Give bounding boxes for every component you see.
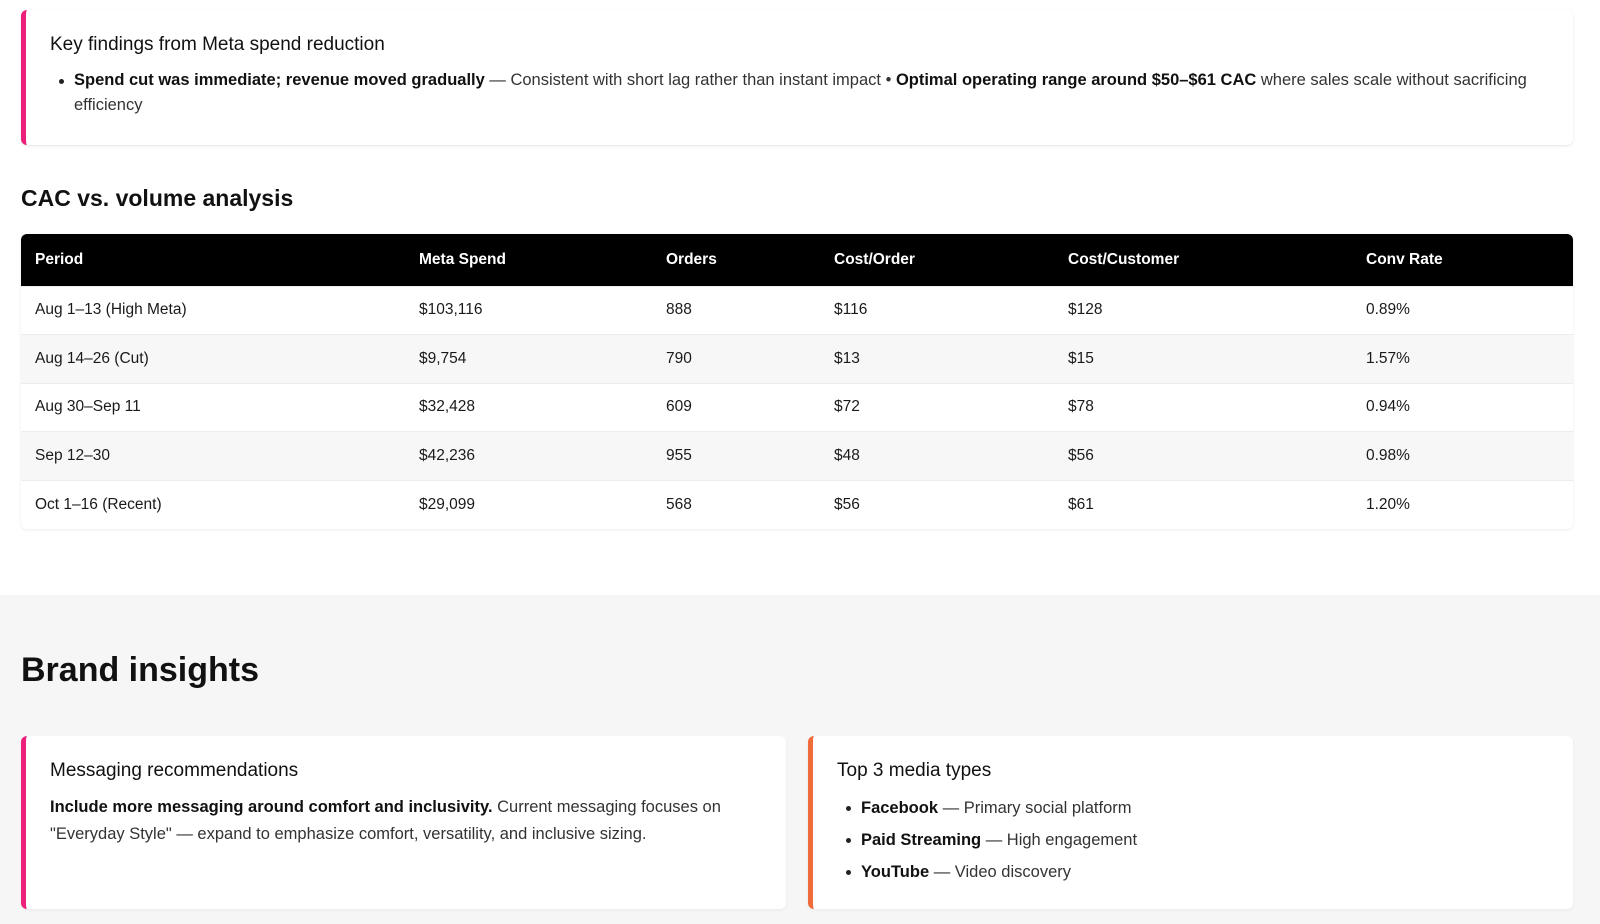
finding-1-text: — Consistent with short lag rather than instant impact • [484,71,896,89]
column-header-orders: Orders [666,250,717,268]
cell-meta-spend: $29,099 [405,480,652,529]
key-findings-list [50,68,1549,118]
cell-orders: 568 [652,480,820,529]
cell-cost-customer: $15 [1054,335,1352,384]
media-desc: — High engagement [981,831,1138,849]
cell-period: Oct 1–16 (Recent) [21,480,405,529]
key-findings-item [50,68,1549,118]
list-item [837,824,1549,856]
column-header-meta-spend: Meta Spend [419,250,506,268]
column-header-conv-rate: Conv Rate [1366,250,1443,268]
cell-meta-spend: $32,428 [405,383,652,432]
cell-conv-rate: 0.89% [1352,286,1573,335]
cell-meta-spend: $42,236 [405,432,652,481]
cell-orders: 955 [652,432,820,481]
cell-cost-order: $48 [820,432,1054,481]
cell-meta-spend: $103,116 [405,286,652,335]
messaging-bold-text: Include more messaging around comfort and inclusivity. [50,798,493,816]
table-row [21,335,1573,384]
cell-conv-rate: 1.20% [1352,480,1573,529]
cell-conv-rate: 0.94% [1352,383,1573,432]
list-item [837,792,1549,824]
cell-cost-customer: $78 [1054,383,1352,432]
cell-cost-order: $13 [820,335,1054,384]
cell-period: Sep 12–30 [21,432,405,481]
cell-cost-order: $116 [820,286,1054,335]
cell-cost-order: $56 [820,480,1054,529]
media-desc: — Video discovery [929,863,1071,881]
brand-insights-section [0,595,1600,924]
media-name: YouTube [861,863,930,881]
media-name: Facebook [861,799,939,817]
finding-1-bold: Spend cut was immediate; revenue moved gradually [74,71,485,89]
cell-meta-spend: $9,754 [405,335,652,384]
top-media-types-card [808,736,1573,909]
messaging-card-body [50,794,762,848]
cac-table-container [21,234,1573,529]
brand-insights-title: Brand insights [21,651,260,689]
table-row [21,480,1573,529]
key-findings-title: Key findings from Meta spend reduction [50,34,385,55]
finding-2-text: where sales scale without sacrificing efficiency [74,71,1527,114]
finding-2-bold: Optimal operating range around $50–$61 CAC [895,71,1257,89]
media-types-list [837,792,1549,888]
media-desc: — Primary social platform [938,799,1132,817]
messaging-text: Current messaging focuses on "Everyday Style" — expand to emphasize comfort, versatility, and inclusive sizing. [50,798,721,843]
cell-cost-customer: $128 [1054,286,1352,335]
cell-period: Aug 14–26 (Cut) [21,335,405,384]
table-row [21,432,1573,481]
cell-orders: 888 [652,286,820,335]
media-name: Paid Streaming [861,831,982,849]
cell-orders: 609 [652,383,820,432]
cell-cost-customer: $61 [1054,480,1352,529]
cell-period: Aug 30–Sep 11 [21,383,405,432]
cell-orders: 790 [652,335,820,384]
cac-table [21,234,1573,529]
column-header-cost-customer: Cost/Customer [1068,250,1180,268]
cac-section-heading: CAC vs. volume analysis [21,185,294,211]
cell-cost-order: $72 [820,383,1054,432]
column-header-period: Period [35,250,84,268]
cell-conv-rate: 0.98% [1352,432,1573,481]
table-header-row [21,234,1573,286]
cell-cost-customer: $56 [1054,432,1352,481]
list-item [837,856,1549,888]
cell-period: Aug 1–13 (High Meta) [21,286,405,335]
key-findings-card [21,10,1573,145]
messaging-card-title: Messaging recommendations [50,760,299,781]
column-header-cost-order: Cost/Order [834,250,915,268]
media-card-title: Top 3 media types [837,760,992,781]
messaging-recommendations-card [21,736,786,909]
table-row [21,286,1573,335]
cell-conv-rate: 1.57% [1352,335,1573,384]
table-row [21,383,1573,432]
